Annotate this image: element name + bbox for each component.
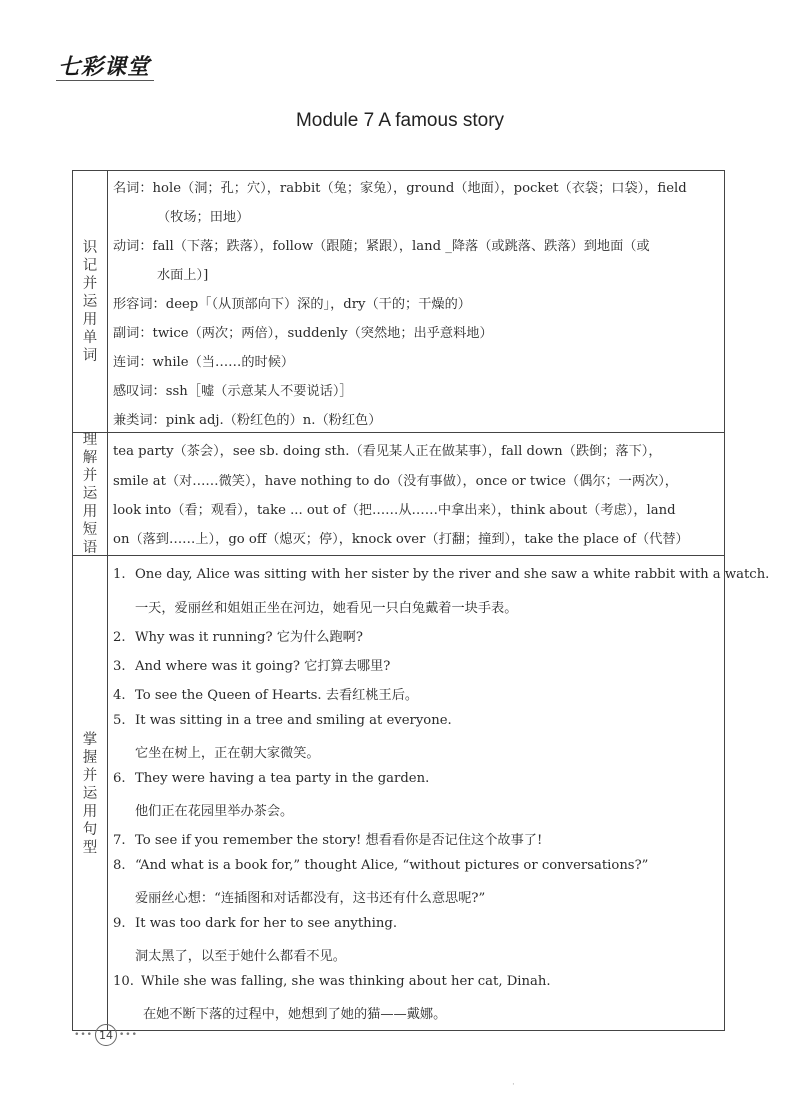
page-title: Module 7 A famous story: [295, 110, 505, 131]
print-mark: ·: [512, 1080, 515, 1090]
sentence-item: 5. It was sitting in a tree and smiling at everyone.: [113, 713, 452, 728]
sentence-item: 3. And where was it going? 它打算去哪里?: [113, 659, 391, 674]
sentence-item: 7. To see if you remember the story! 想看看你是否记住这个故事了!: [113, 833, 543, 848]
phrase-line: on（落到……上），go off（熄灭；停），knock over（打翻；撞到），take the place of（代替）: [113, 532, 689, 547]
section-label-vocab: 识 记 并 运 用 单 词: [82, 239, 98, 364]
sentence-item: 9. It was too dark for her to see anything.: [113, 916, 398, 931]
page-number-dots: •••: [74, 1030, 93, 1040]
sentence-item: 1. One day, Alice was sitting with her sister by the river and she saw a white rabbit with a watch.: [113, 567, 770, 582]
section-label-sentences: 掌 握 并 运 用 句 型: [82, 731, 98, 856]
page-number: [64, 1025, 148, 1045]
sentence-translation: 它坐在树上，正在朝大家微笑。: [135, 746, 320, 761]
sentence-item: 10. While she was falling, she was thinking about her cat, Dinah.: [113, 974, 551, 989]
sentence-translation: 洞太黑了，以至于她什么都看不见。: [135, 949, 346, 964]
vocab-line: 感叹词：ssh［嘘（示意某人不要说话）］: [113, 384, 353, 399]
brand-logo: 七彩课堂: [58, 55, 151, 80]
sentence-translation: 他们正在花园里举办茶会。: [135, 804, 294, 819]
section-divider: [73, 432, 724, 433]
phrase-line: look into（看；观看），take ... out of（把……从……中拿出来），think about（考虑），land: [113, 503, 676, 518]
phrase-line: smile at（对……微笑），have nothing to do（没有事做），once or twice（偶尔；一两次），: [113, 474, 678, 489]
vocab-line: 兼类词：pink adj.（粉红色的）n.（粉红色）: [113, 413, 382, 428]
section-divider: [73, 555, 724, 556]
brand-underline: [56, 80, 154, 81]
page-number-dots: •••: [119, 1030, 138, 1040]
sentence-translation: 在她不断下落的过程中，她想到了她的猫——戴娜。: [143, 1007, 447, 1022]
sentence-item: 4. To see the Queen of Hearts. 去看红桃王后。: [113, 688, 419, 703]
page-number-value: 14: [95, 1024, 117, 1046]
sentence-translation: 爱丽丝心想：“连插图和对话都没有，这书还有什么意思呢?”: [135, 891, 486, 906]
vocab-line: 连词：while（当……的时候）: [113, 355, 295, 370]
phrase-line: tea party（茶会），see sb. doing sth.（看见某人正在做某事），fall down（跌倒；落下），: [113, 444, 662, 459]
vocab-line: 名词：hole（洞；孔；穴），rabbit（兔；家兔），ground（地面），pocket（衣袋；口袋），field: [113, 181, 687, 196]
sentence-item: 6. They were having a tea party in the garden.: [113, 771, 430, 786]
sentence-item: 8. “And what is a book for,” thought Alice, “without pictures or conversations?”: [113, 858, 649, 873]
vocab-line: 副词：twice（两次；两倍），suddenly（突然地；出乎意料地）: [113, 326, 493, 341]
vocab-line: 动词：fall（下落；跌落），follow（跟随；紧跟），land _降落（或跳落、跌落）到地面（或: [113, 239, 650, 254]
vocab-line: 水面上）]: [157, 268, 209, 283]
vocab-line: （牧场；田地）: [157, 210, 250, 225]
study-table: [72, 170, 770, 1031]
section-label-phrases: 理 解 并 运 用 短 语: [82, 431, 98, 556]
sentence-translation: 一天，爱丽丝和姐姐正坐在河边，她看见一只白兔戴着一块手表。: [135, 601, 518, 616]
sentence-item: 2. Why was it running? 它为什么跑啊?: [113, 630, 363, 645]
vocab-line: 形容词：deep「（从顶部向下）深的」，dry（干的；干燥的）: [113, 297, 471, 312]
column-divider: [107, 171, 108, 1030]
